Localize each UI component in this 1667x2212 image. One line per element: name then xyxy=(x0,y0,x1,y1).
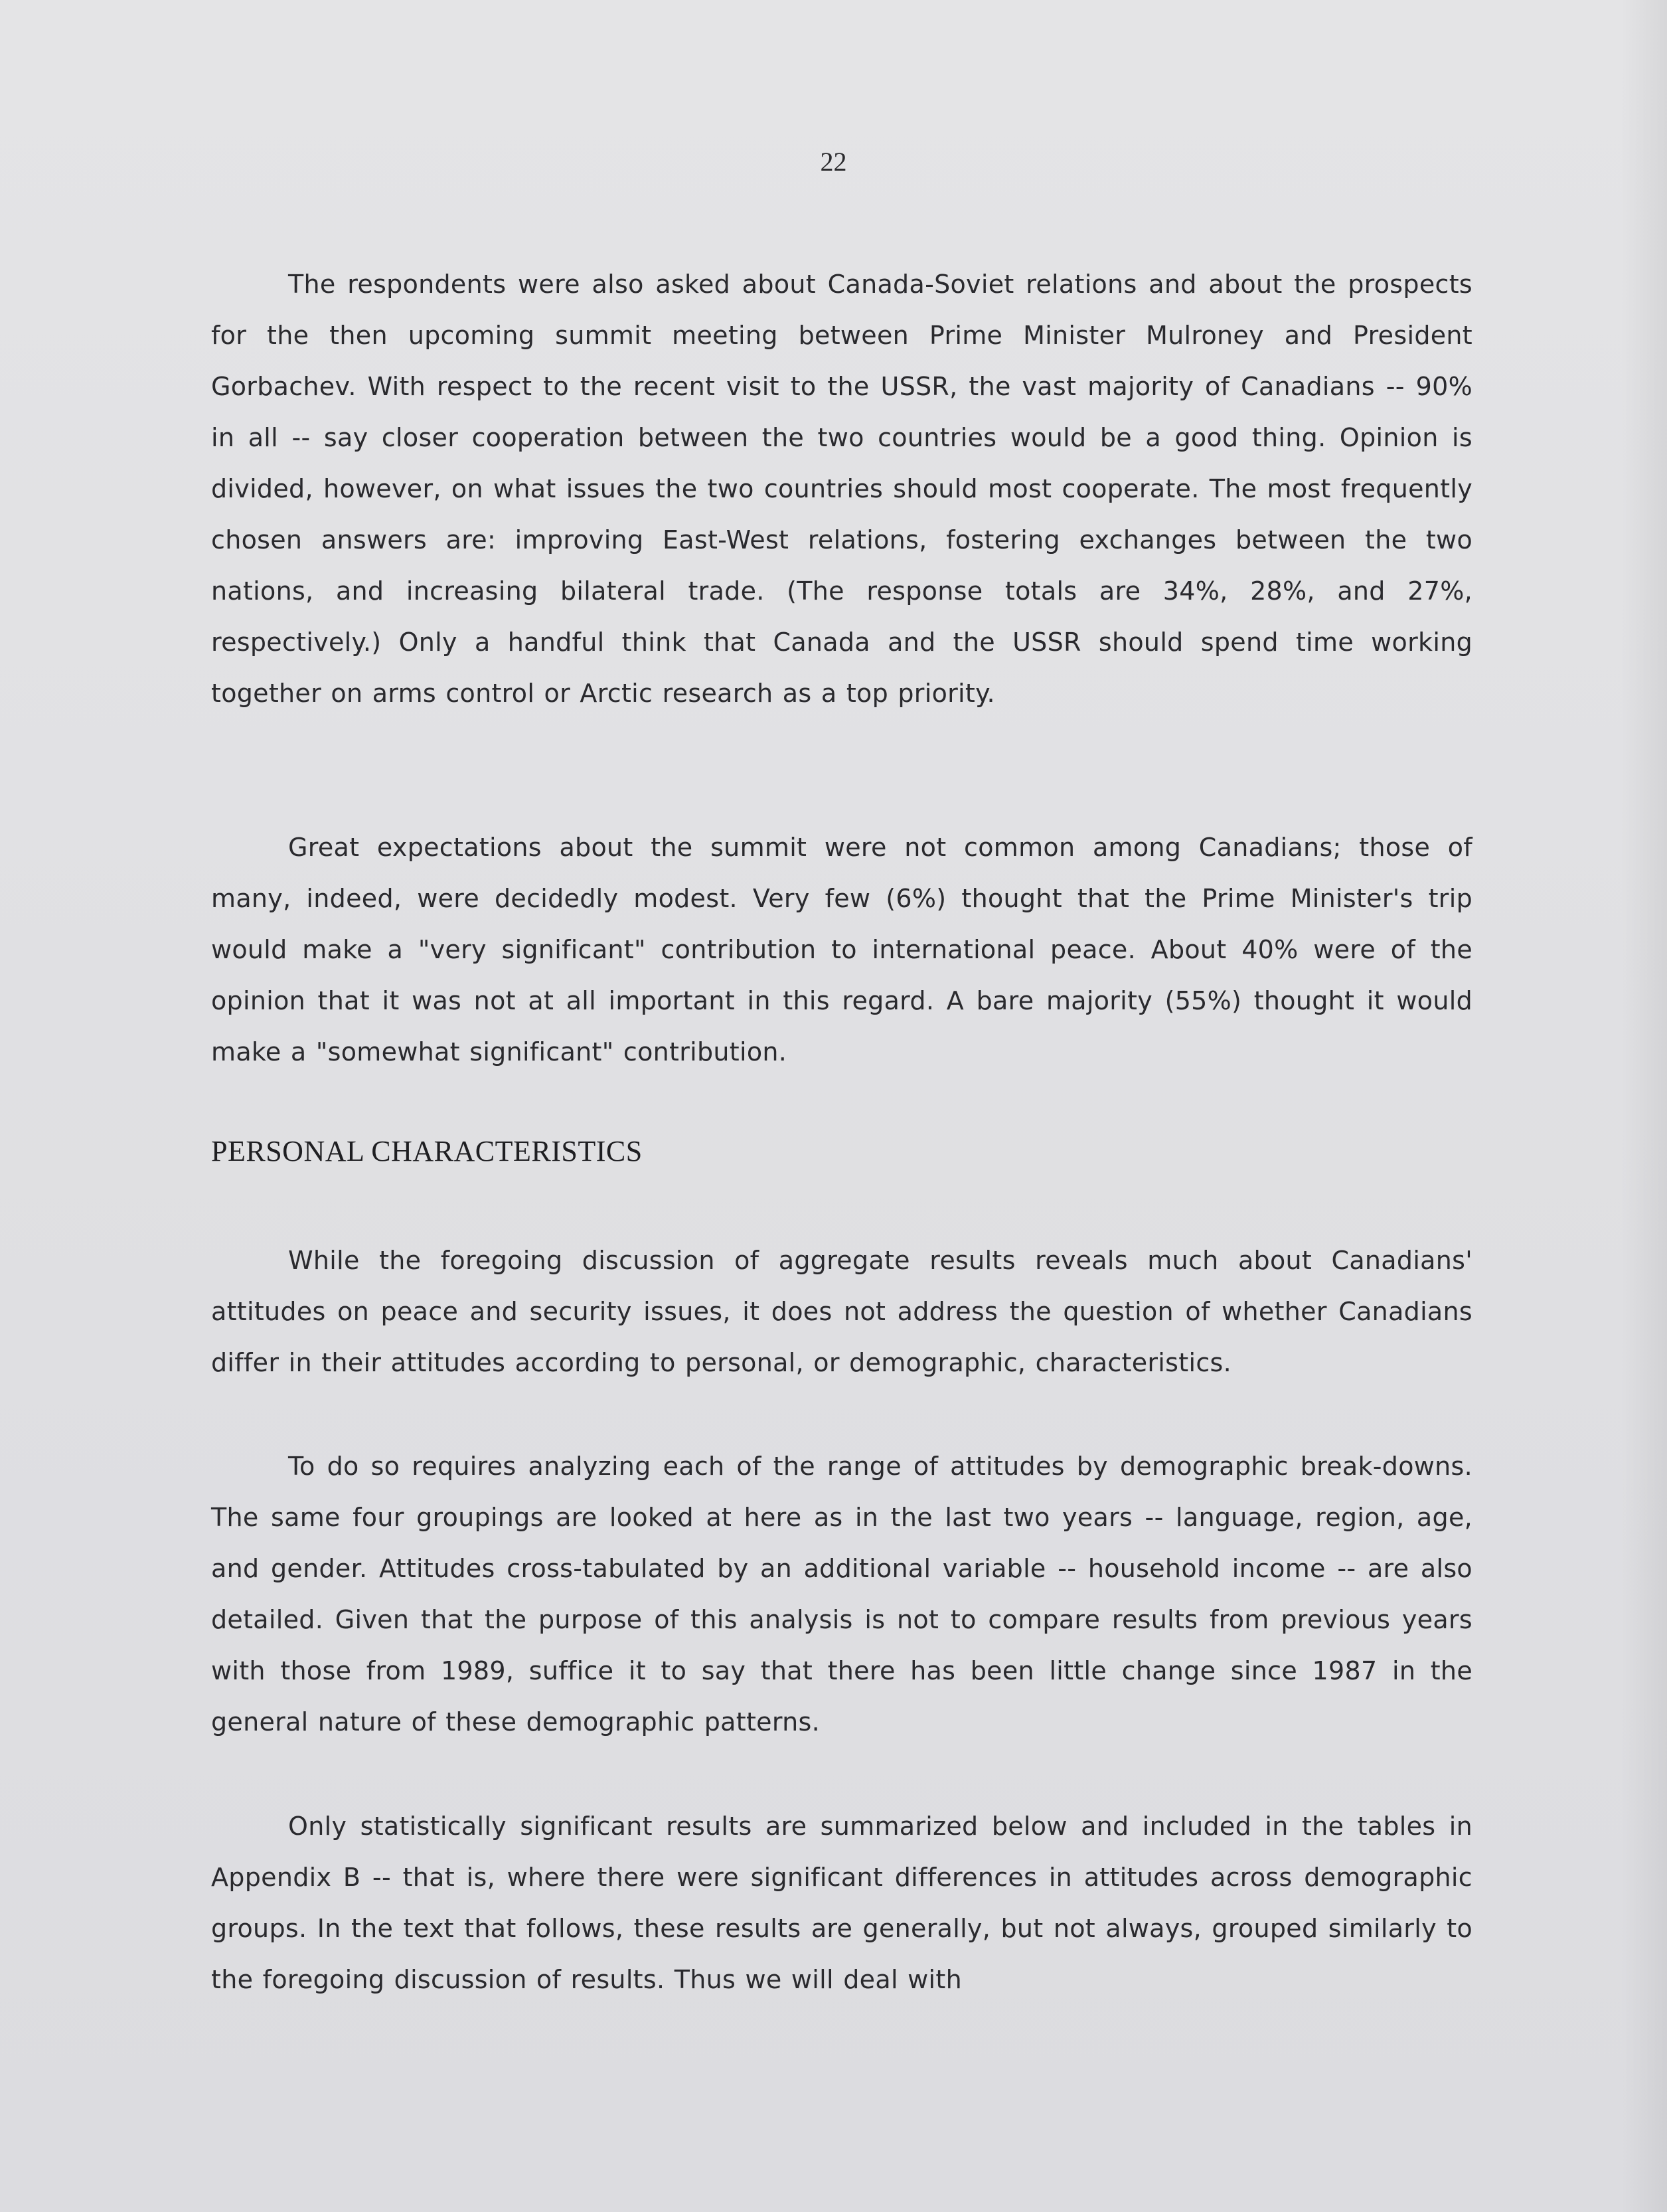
paragraph-text: While the foregoing discussion of aggregate results reveals much about Canadians' attitudes on peace and security issues, it does not address the question of whether Canadians differ in their attitudes according to personal, or demographic, characteristics. xyxy=(211,1246,1472,1377)
paragraph-aggregate-results xyxy=(211,1235,1472,1389)
paragraph-text: Only statistically significant results are summarized below and included in the tables in Appendix B -- that is, where there were significant differences in attitudes across demographic groups. In the text that follows, these results are generally, but not always, grouped similarly to the foregoing discussion of results. Thus we will deal with xyxy=(211,1812,1472,1994)
paragraph-summit-expectations xyxy=(211,822,1472,1078)
paragraph-text: Great expectations about the summit were not common among Canadians; those of many, indeed, were decidedly modest. Very few (6%) thought that the Prime Minister's trip would make a "very significant" contribution to international peace. About 40% were of the opinion that it was not at all important in this regard. A bare majority (55%) thought it would make a "somewhat significant" contribution. xyxy=(211,833,1472,1066)
paragraph-demographic-breakdowns xyxy=(211,1441,1472,1748)
section-heading: PERSONAL CHARACTERISTICS xyxy=(211,1135,643,1167)
paragraph-canada-soviet-relations xyxy=(211,259,1472,719)
paragraph-text: The respondents were also asked about Canada-Soviet relations and about the prospects for the then upcoming summit meeting between Prime Minister Mulroney and President Gorbachev. With respect to the recent visit to the USSR, the vast majority of Canadians -- 90% in all -- say closer cooperation between the two countries would be a good thing. Opinion is divided, however, on what issues the two countries should most cooperate. The most frequently chosen answers are: improving East-West relations, fostering exchanges between the two nations, and increasing bilateral trade. (The response totals are 34%, 28%, and 27%, respectively.) Only a handful think that Canada and the USSR should spend time working together on arms control or Arctic research as a top priority. xyxy=(211,270,1472,708)
page-edge-shadow xyxy=(1621,0,1667,2212)
paragraph-significant-results xyxy=(211,1801,1472,2005)
paragraph-text: To do so requires analyzing each of the range of attitudes by demographic break-downs. The same four groupings are looked at here as in the last two years -- language, region, age, and gender. Attitudes cross-tabulated by an additional variable -- household income -- are also detailed. Given that the purpose of this analysis is not to compare results from previous years with those from 1989, suffice it to say that there has been little change since 1987 in the general nature of these demographic patterns. xyxy=(211,1452,1472,1737)
page-number: 22 xyxy=(820,147,847,177)
